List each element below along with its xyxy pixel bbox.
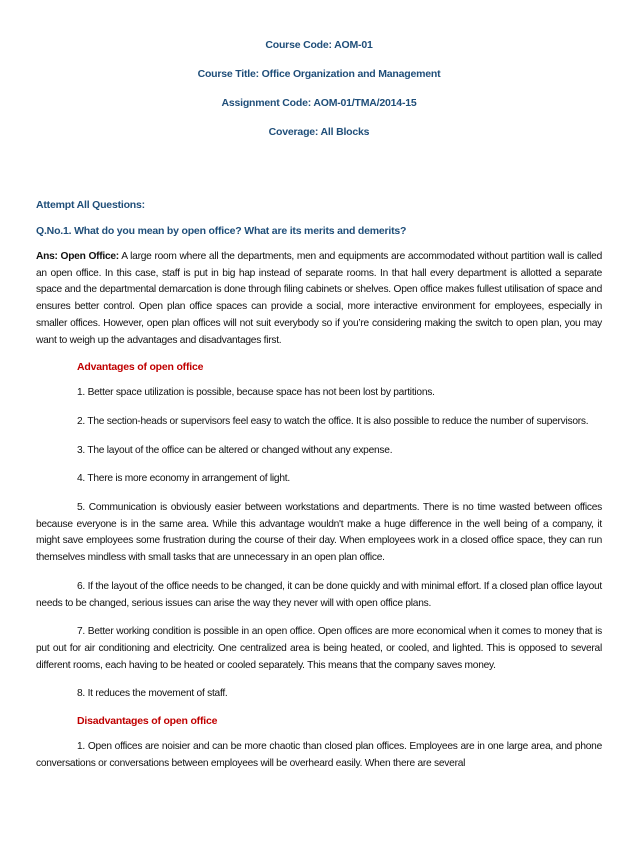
disadvantage-item: 1. Open offices are noisier and can be more chaotic than closed plan offices. Employees are in one large area, and phone conversations or conversations between employees will be overheard easily. When there are several [36, 741, 602, 769]
answer-text: A large room where all the departments, men and equipments are accommodated without partition wall is called an open office. In this case, staff is put in big hap instead of separate rooms. In that hall every department is allotted a separate space and the departmental demarcation is done through filing cabinets or shelves. Open office makes fullest utilisation of space and ensures better control. Open plan office spaces can provide a social, more interactive environment for employees, especially in smaller offices. However, open plan offices will not suit everybody so if you’re considering making the switch to open plan, you may want to weigh up the advantages and disadvantages first. [36, 251, 602, 346]
advantage-item: 5. Communication is obviously easier between workstations and departments. There is no time wasted between offices because everyone is in the same area. While this advantage wouldn't make a huge difference in the well being of a company, it might save employees some frustration during the course of their day. When employees work in a closed office space, they can run themselves mindless with small tasks that are unnecessary in an open plan office. [36, 502, 602, 564]
question-1: Q.No.1. What do you mean by open office? What are its merits and demerits? [36, 225, 407, 237]
advantage-item: 8. It reduces the movement of staff. [77, 688, 228, 700]
coverage: Coverage: All Blocks [268, 126, 370, 138]
course-code: Course Code: AOM-01 [265, 39, 373, 51]
advantage-item: 6. If the layout of the office needs to be changed, it can be done quickly and with minimal effort. If a closed plan office layout needs to be changed, serious issues can arise the way they never will with open office plans. [36, 580, 602, 609]
advantage-item: 3. The layout of the office can be altered or changed without any expense. [77, 444, 393, 456]
advantage-item: 4. There is more economy in arrangement of light. [77, 473, 290, 485]
advantages-heading: Advantages of open office [77, 361, 204, 374]
advantage-item: 7. Better working condition is possible in an open office. Open offices are more economical when it comes to money that is put out for air conditioning and electricity. One centralized area is being heated, or cooled, and lighted. This is opposed to several different rooms, each having to be heated or cooled separately. This means that the company saves money. [36, 626, 602, 671]
attempt-instruction: Attempt All Questions: [36, 199, 145, 211]
assignment-header [36, 38, 602, 154]
course-title: Course Title: Office Organization and Management [197, 68, 441, 80]
answer-paragraph [36, 249, 602, 349]
answer-label: Ans: Open Office: [36, 251, 119, 262]
assignment-code: Assignment Code: AOM-01/TMA/2014-15 [221, 97, 417, 109]
advantage-item: 2. The section-heads or supervisors feel easy to watch the office. It is also possible to reduce the number of supervisors. [77, 415, 589, 427]
document-page [0, 38, 638, 864]
advantage-item: 1. Better space utilization is possible, because space has not been lost by partitions. [77, 387, 435, 399]
disadvantages-heading: Disadvantages of open office [77, 715, 218, 728]
